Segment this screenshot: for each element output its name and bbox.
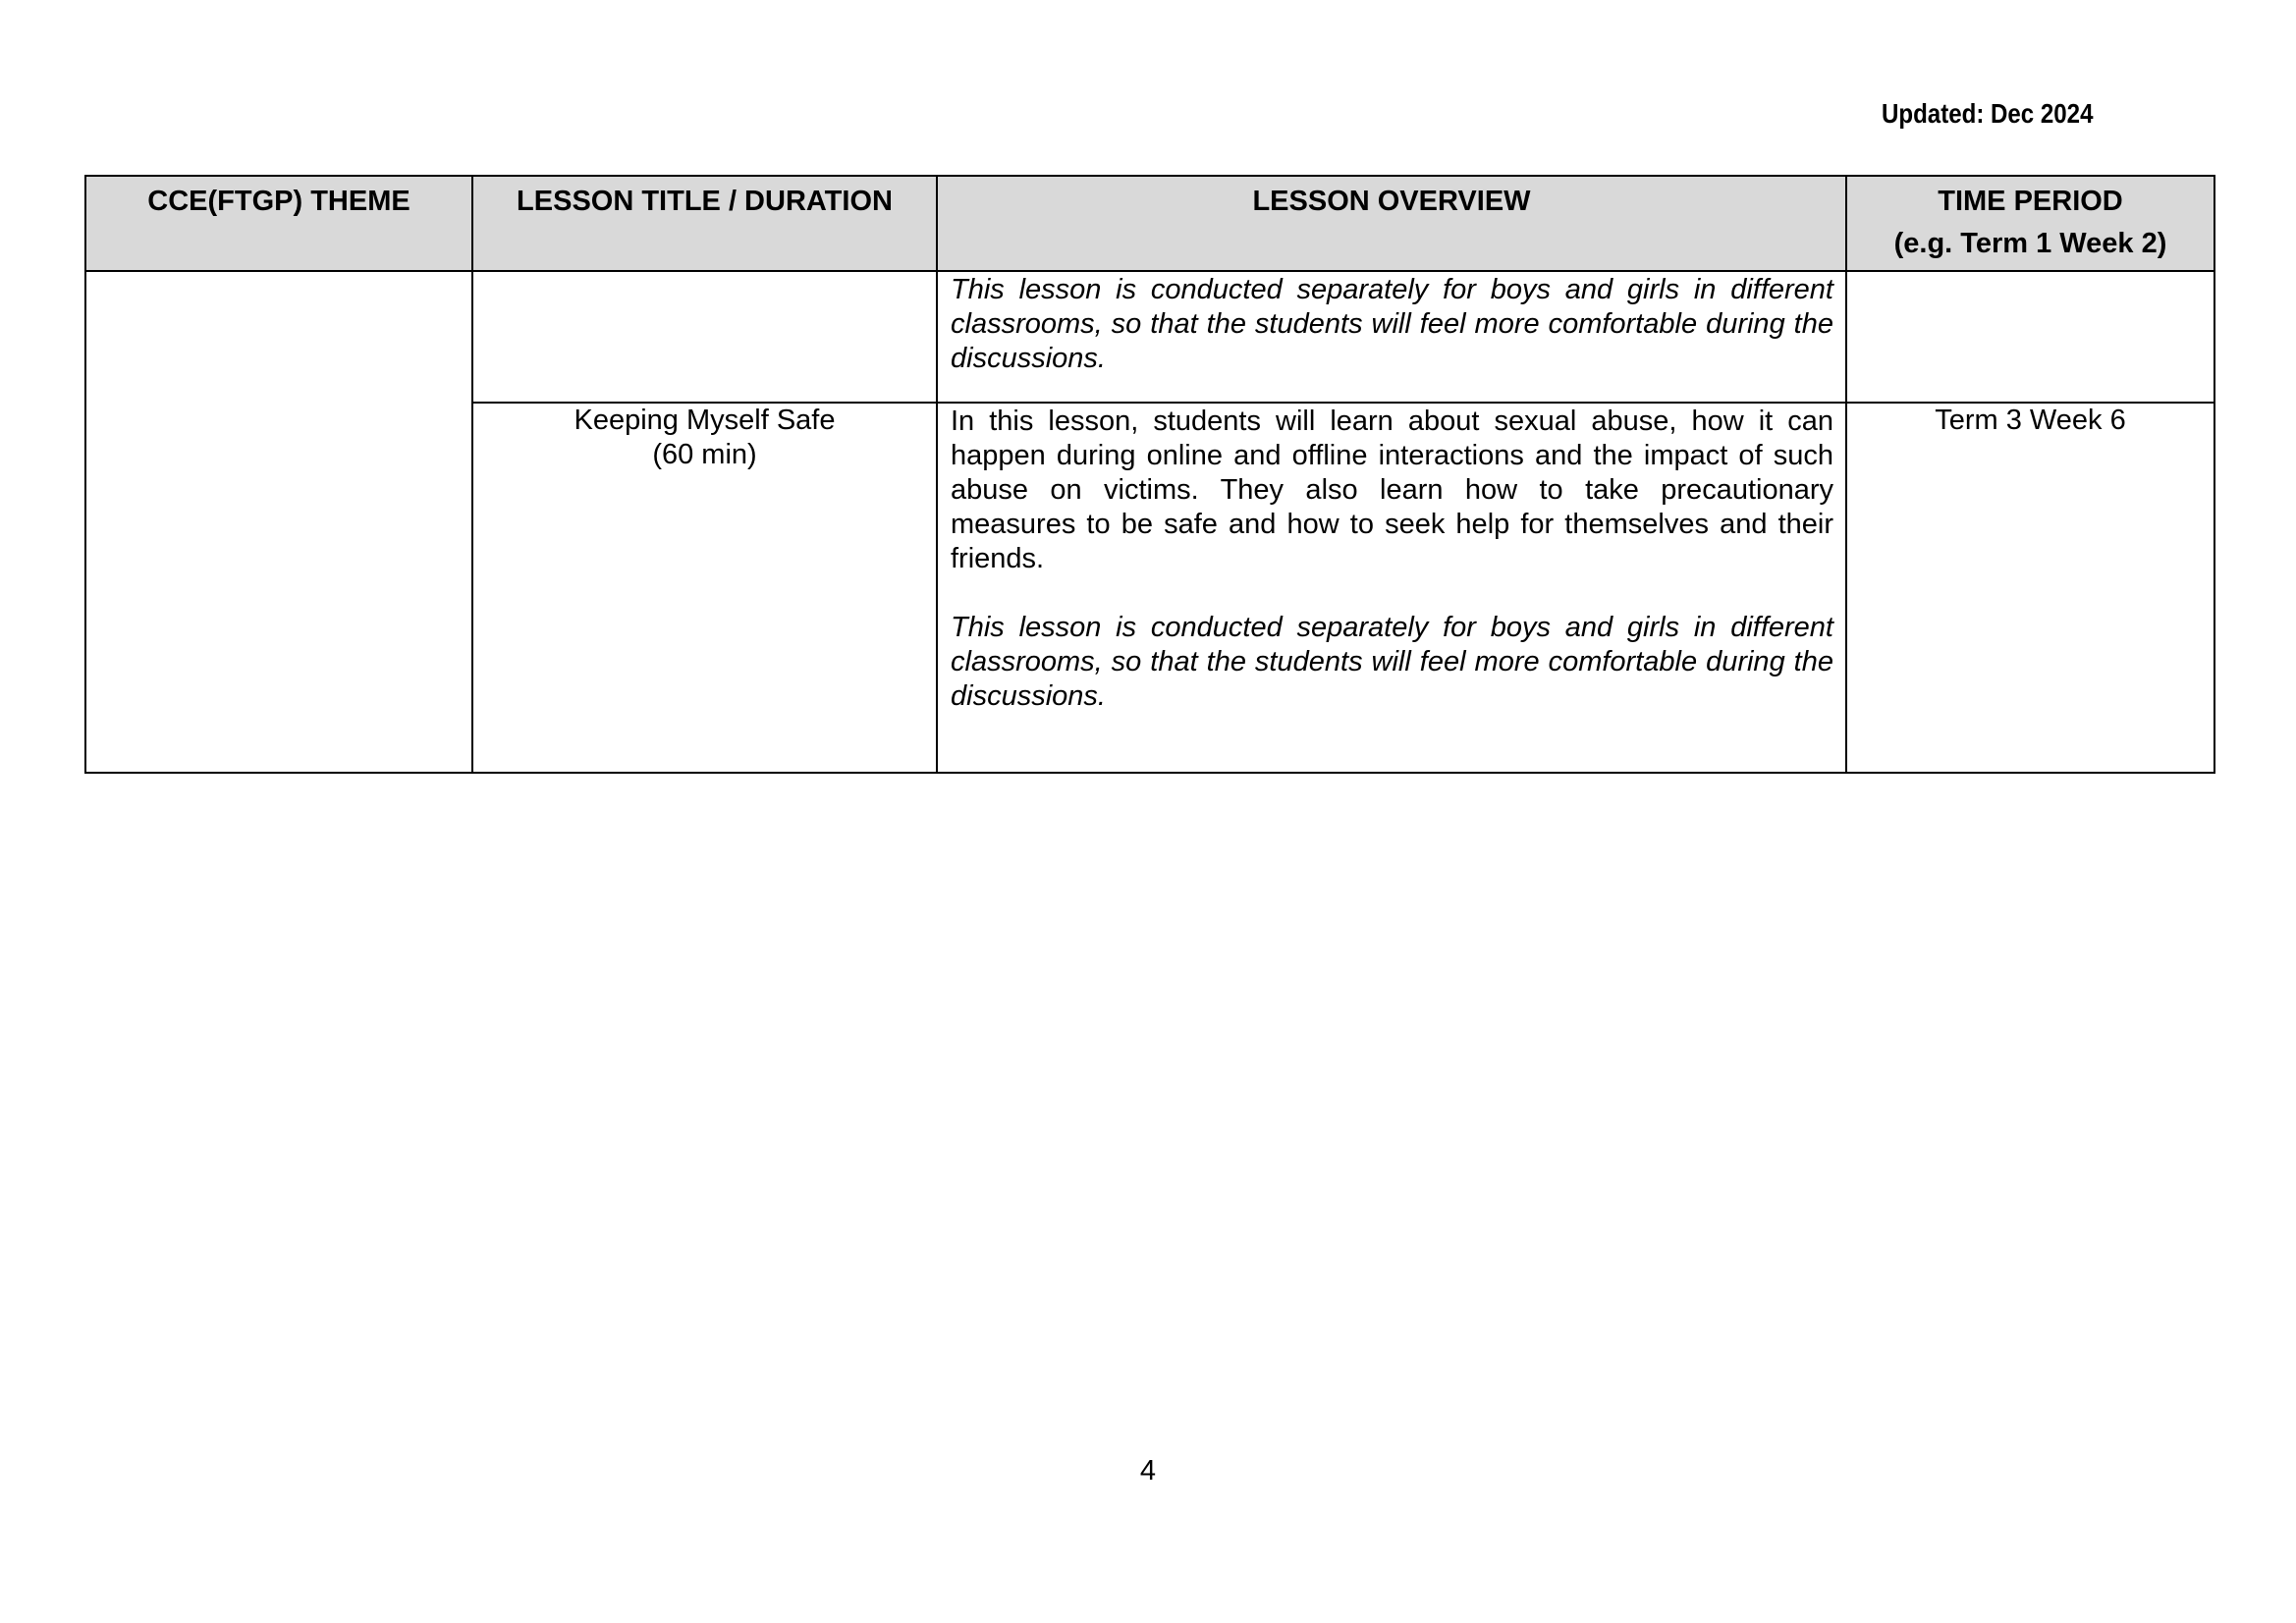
lesson-overview-cell bbox=[937, 271, 1846, 403]
column-header-theme: CCE(FTGP) THEME bbox=[85, 176, 472, 271]
lesson-duration: (60 min) bbox=[652, 439, 757, 470]
time-period-example: (e.g. Term 1 Week 2) bbox=[1893, 228, 2167, 259]
lesson-overview-cell bbox=[937, 403, 1846, 773]
lesson-title-cell bbox=[472, 403, 937, 773]
column-header-lesson-overview: LESSON OVERVIEW bbox=[937, 176, 1846, 271]
table-row bbox=[85, 271, 2214, 403]
theme-cell bbox=[85, 271, 472, 773]
table-header-row bbox=[85, 176, 2214, 271]
time-period-cell: Term 3 Week 6 bbox=[1846, 403, 2214, 773]
time-period-cell bbox=[1846, 271, 2214, 403]
updated-date: Updated: Dec 2024 bbox=[1882, 98, 2094, 129]
overview-paragraph: In this lesson, students will learn about sexual abuse, how it can happen during online and offline interactions and the impact of such abuse on victims. They also learn how to take precautionary measures to be safe and how to seek help for themselves and their friends. bbox=[951, 406, 1833, 574]
lesson-title-cell bbox=[472, 271, 937, 403]
column-header-time-period bbox=[1846, 176, 2214, 271]
lesson-table bbox=[84, 175, 2215, 774]
overview-note: This lesson is conducted separately for boys and girls in different classrooms, so that the students will feel more comfortable during the discussions. bbox=[951, 612, 1833, 712]
lesson-title: Keeping Myself Safe bbox=[574, 405, 836, 436]
time-period-label: TIME PERIOD bbox=[1938, 186, 2123, 217]
page-number: 4 bbox=[1139, 1455, 1157, 1487]
overview-note: This lesson is conducted separately for boys and girls in different classrooms, so that the students will feel more comfortable during the discussions. bbox=[951, 274, 1833, 374]
column-header-lesson-title: LESSON TITLE / DURATION bbox=[472, 176, 937, 271]
